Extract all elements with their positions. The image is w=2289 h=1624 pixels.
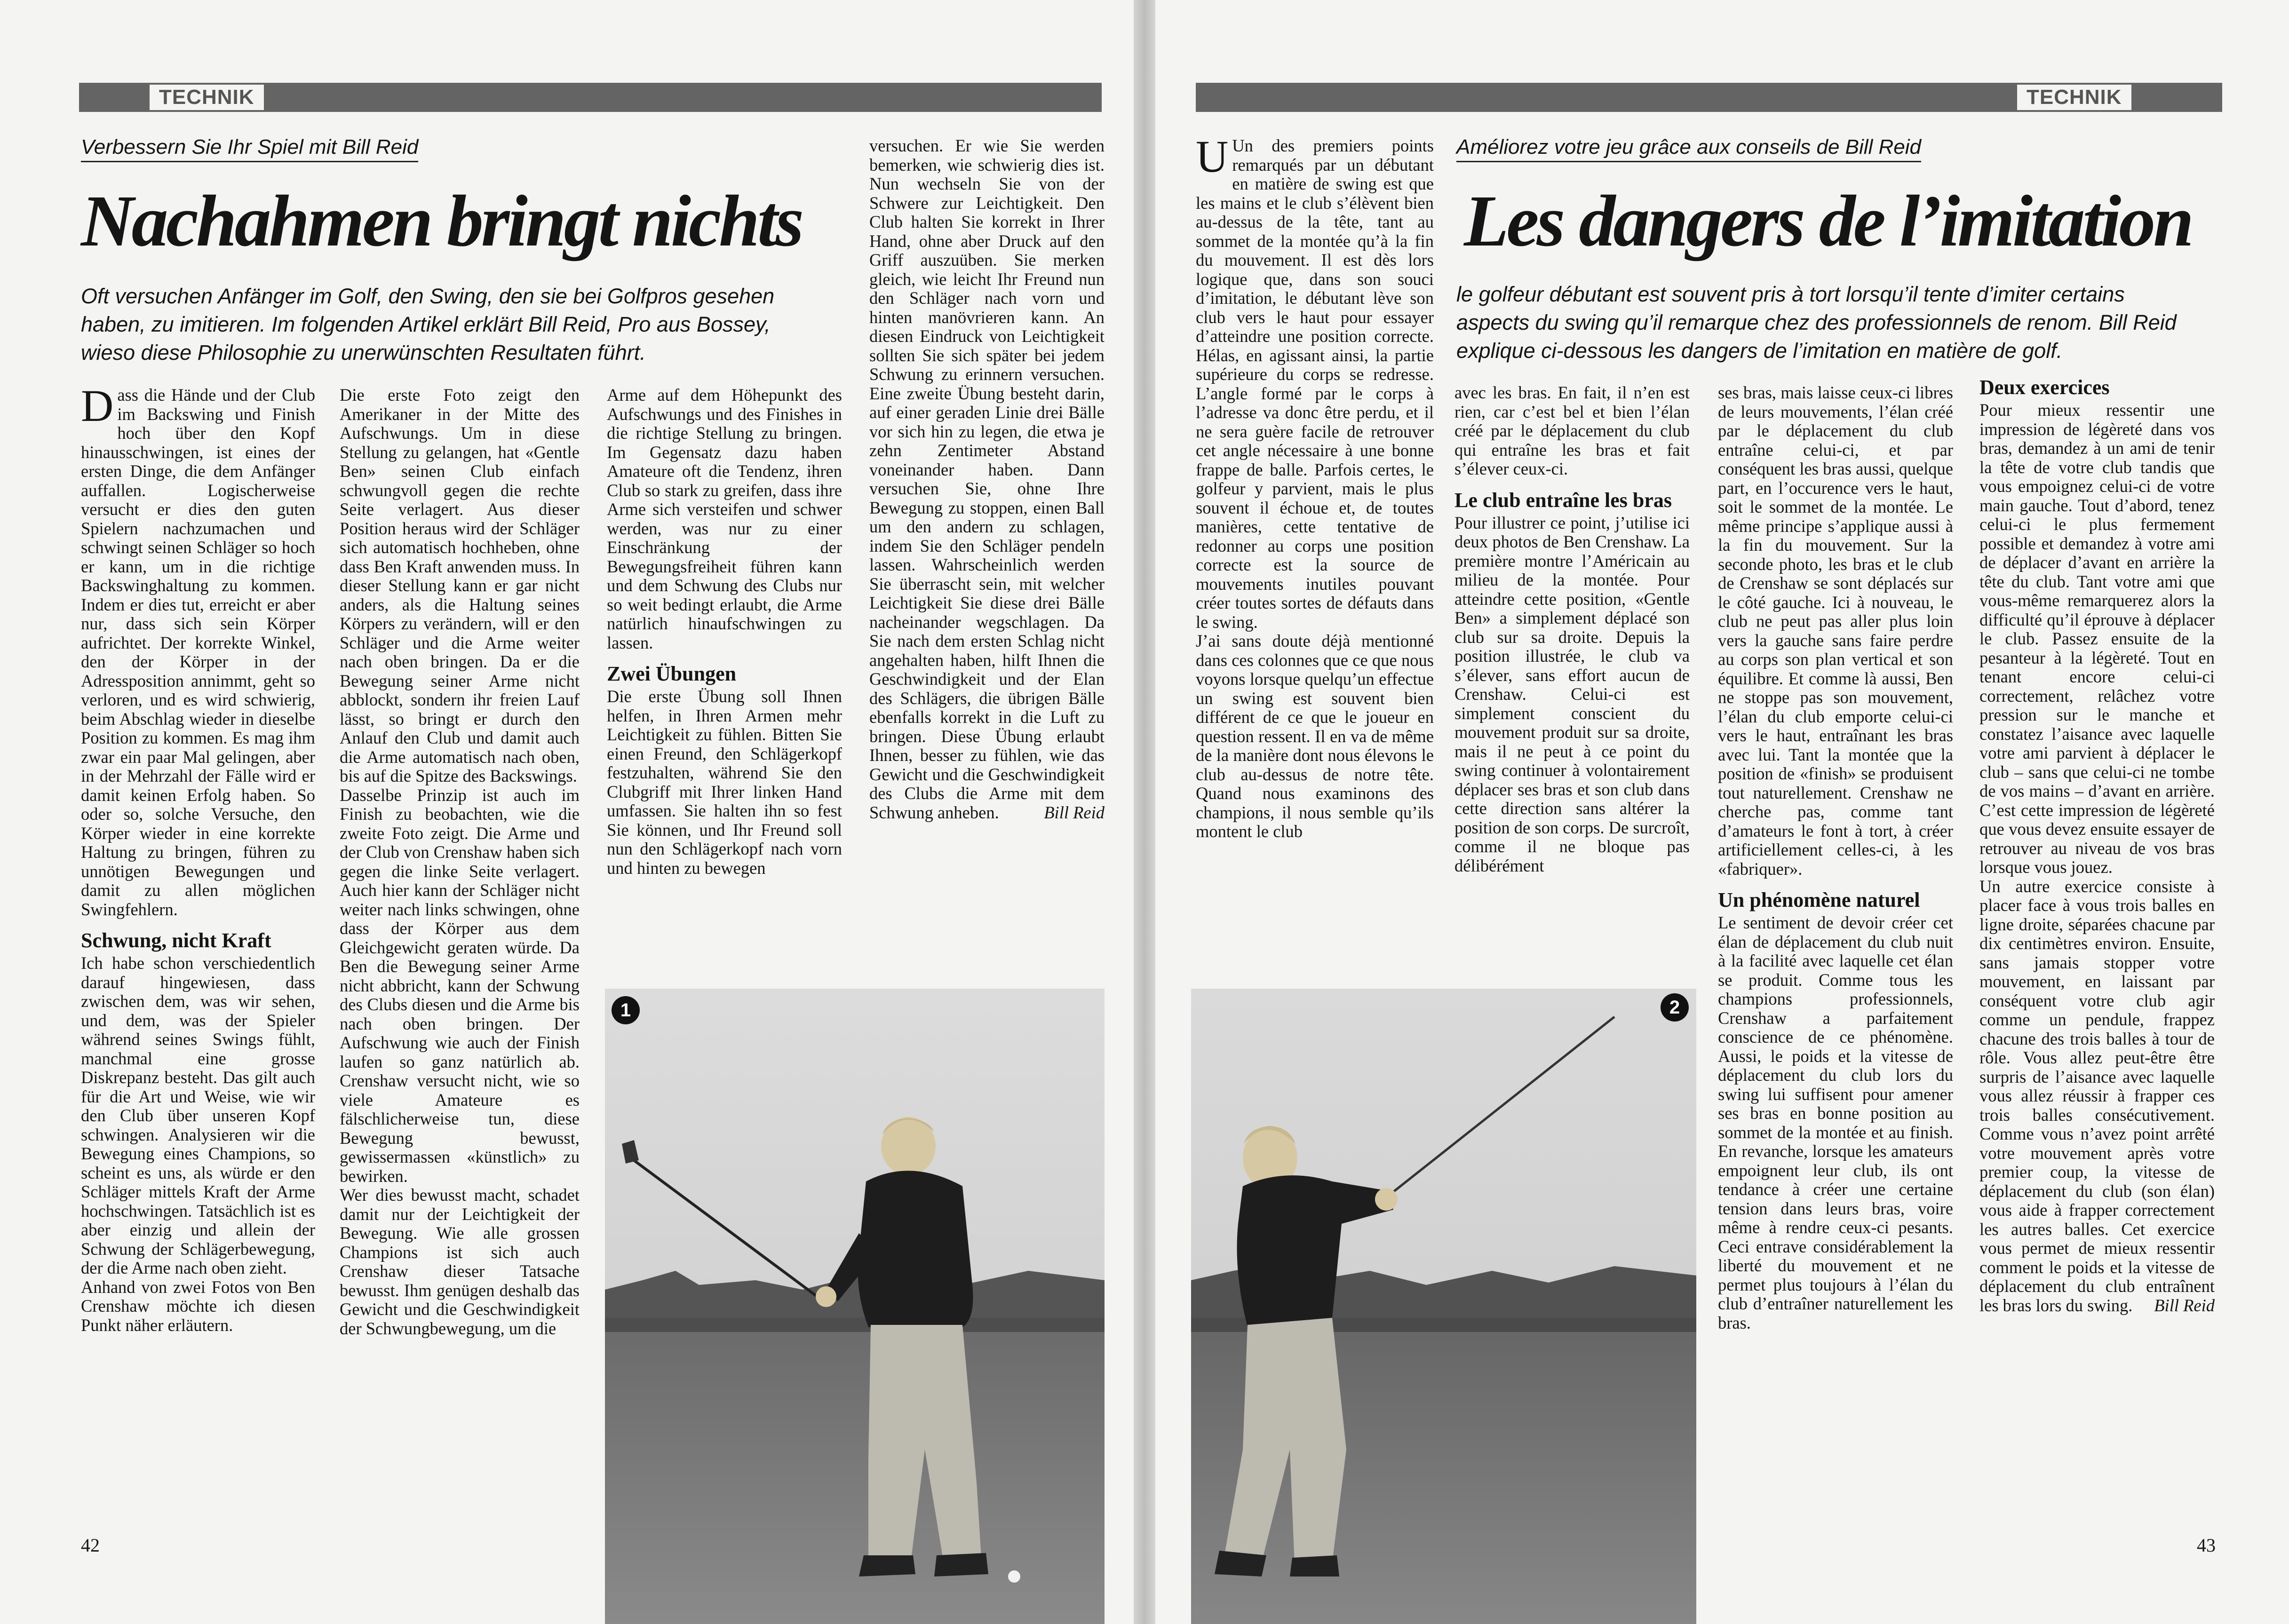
column-3 [607, 386, 842, 878]
kicker: Améliorez votre jeu grâce aux conseils de Bill Reid [1456, 135, 1921, 162]
drop-cap: U [1196, 131, 1229, 182]
section-label: TECHNIK [2017, 85, 2131, 110]
golfer-photo-finish [1191, 989, 1696, 1624]
column-3 [1718, 383, 1953, 1332]
subheading: Zwei Übungen [607, 662, 737, 685]
body-paragraph: Pour mieux ressentir une impression de légèreté dans vos bras, demandez à un ami de tenir la tête de votre club tandis que vous empoignez celui-ci de votre main gauche. Tout d’abord, tenez celui-ci le plus fermement possible et demandez à votre ami de déplacer d’avant en arrière la tête du club. Tant votre ami que vous-même remarquerez alors la difficulté qu’il éprouve à déplacer le club. Passez ensuite de la pesanteur à la légèreté. Tout en tenant encore celui-ci correctement, relâchez votre pression sur le manche et constatez l’aisance avec laquelle votre ami parvient à déplacer le club – sans que celui-ci ne tombe de vos mains – d’avant en arrière. C’est cette impression de légèreté que vous devez ensuite essayer de retrouver au niveau de vos bras lorsque vous jouez. [1979, 400, 2215, 877]
spine-gutter [1134, 0, 1155, 1624]
body-paragraph: Anhand von zwei Fotos von Ben Crenshaw möchte ich diesen Punkt näher erläutern. [81, 1277, 315, 1335]
left-page [0, 0, 1134, 1624]
author-signature: Bill Reid [1044, 802, 1105, 822]
section-bar [1196, 83, 2222, 112]
kicker: Verbessern Sie Ihr Spiel mit Bill Reid [81, 135, 418, 162]
body-paragraph: Un autre exercice consiste à placer face à vous trois balles en ligne droite, séparées chacune par dix centimètres environ. Ensuite, sans jamais stopper votre mouvement, en laissant par conséquent votre club agir comme un pendule, frappez chacune des trois balles à tour de rôle. Vous allez peut-être être surpris de l’aisance avec laquelle vous allez réussir à frapper ces trois balles consécutivement. Comme vous n’avez point arrêté votre mouvement après votre premier coup, la vitesse de déplacement du club (son élan) vous aide à frapper correctement les autres balles. Cet exercice vous permet de mieux ressentir comment le poids et la vitesse de déplacement du club entraînent les bras lors du swing. Bill Reid [1979, 876, 2215, 1315]
page-number: 43 [2197, 1535, 2216, 1556]
body-paragraph: Die erste Foto zeigt den Amerikaner in der Mitte des Aufschwungs. Um in diese Stellung zu gelangen, hat «Gentle Ben» seinen Club einfach schwungvoll gegen die rechte Seite verlagert. Aus dieser Position heraus wird der Schläger sich automatisch hochheben, ohne dass Ben Kraft anwenden muss. In dieser Stellung kann er gar nicht anders, als die Haltung seines Körpers zu verändern, will er den Schläger und die Arme weiter nach oben bringen. Da er die Bewegung seiner Arme nicht abblockt, sondern ihr freien Lauf lässt, so bringt er durch den Anlauf den Club und damit auch die Arme automatisch nach oben, bis auf die Spitze des Backswings. [340, 385, 580, 785]
body-paragraph: Dasselbe Prinzip ist auch im Finish zu beobachten, wie die zweite Foto zeigt. Die Arme und der Club von Crenshaw haben sich gegen die linke Seite verlagert. Auch hier kann der Schläger nicht weiter nach links schwingen, ohne dass der Körper aus dem Gleichgewicht geraten würde. Da Ben die Bewegung seiner Arme nicht abbricht, kann der Schwung des Clubs diesen und die Arme bis nach oben bringen. Der Aufschwung wie auch der Finish laufen so ganz natürlich ab. Crenshaw versucht nicht, wie so viele Amateure es fälschlicherweise tun, diese Bewegung bewusst, gewissermassen «künstlich» zu bewirken. [340, 785, 580, 1186]
photo-number-badge: 1 [612, 996, 640, 1024]
section-label: TECHNIK [150, 85, 264, 110]
body-paragraph: avec les bras. En fait, il n’en est rien, car c’est bel et bien l’élan créé par le déplacement du club qui entraîne les bras et fait s’élever ceux-ci. [1454, 383, 1690, 478]
column-2 [340, 386, 580, 1338]
golfer-photo-backswing [605, 989, 1105, 1624]
section-bar [79, 83, 1102, 112]
column-4 [869, 136, 1105, 822]
subheading: Schwung, nicht Kraft [81, 929, 271, 952]
column-1 [1196, 131, 1434, 841]
body-paragraph: Ich habe schon verschiedentlich darauf hingewiesen, dass zwischen dem, was wir sehen, und dem, was der Spieler während seines Swings fühlt, manchmal eine grosse Diskrepanz besteht. Das gilt auch für die Art und Weise, wie wir den Club über unseren Kopf schwingen. Analysieren wir die Bewegung eines Champions, so scheint es uns, als würde er den Schläger mittels Kraft der Arme hochschwingen. Tatsächlich ist es aber einzig und allein der Schwung der Schlägerbewegung, der die Arme nach oben zieht. [81, 953, 315, 1277]
headline: Nachahmen bringt nichts [81, 180, 802, 261]
body-paragraph: versuchen. Er wie Sie werden bemerken, wie schwierig dies ist. Nun wechseln Sie von der Schwere zur Leichtigkeit. Den Club halten Sie korrekt in Ihrer Hand, ohne aber Druck auf den Griff auszuüben. Sie merken gleich, wie leicht Ihr Freund nun den Schläger nach vorn und hinten manövrieren kann. An diesen Eindruck von Leichtigkeit sollten Sie sich später bei jedem Schwung zu erinnern versuchen. Eine zweite Übung besteht darin, auf einer geraden Linie drei Bälle vor sich hin zu legen, die etwa je zehn Zentimeter Abstand voneinander haben. Dann versuchen Sie, ohne Ihre Bewegung zu stoppen, einen Ball um den andern zu schlagen, indem Sie den Schläger pendeln lassen. Wahrscheinlich werden Sie überrascht sein, mit welcher Leichtigkeit Sie diese drei Bälle nacheinander wegschlagen. Da Sie nach dem ersten Schlag nicht angehalten haben, hilft Ihnen die Geschwindigkeit und der Elan des Schlägers, die übrigen Bälle ebenfalls korrekt in die Luft zu bringen. Diese Übung erlaubt Ihnen, besser zu fühlen, wie das Gewicht und die Geschwindigkeit des Clubs die Arme mit dem Schwung anheben. Bill Reid [869, 136, 1105, 822]
lead-paragraph: Oft versuchen Anfänger im Golf, den Swing, den sie bei Golfpros gesehen haben, zu imitieren. Im folgenden Artikel erklärt Bill Reid, Pro aus Bossey, wieso diese Philosophie zu unerwünschten Resultaten führt. [81, 284, 775, 364]
subheading: Deux exercices [1979, 376, 2110, 399]
body-paragraph: J’ai sans doute déjà mentionné dans ces colonnes que ce que nous voyons lorsque quelqu’un effectue un swing est souvent bien différent de ce que le joueur en question ressent. Il en va de même de la manière dont nous élevons le club au-dessus de notre tête. Quand nous examinons des champions, il nous semble qu’ils montent le club [1196, 631, 1434, 841]
body-paragraph: Le sentiment de devoir créer cet élan de déplacement du club nuit à la facilité avec laquelle cet élan se produit. Comme tous les champions professionnels, Crenshaw a parfaitement conscience de ce phénomène. Aussi, le poids et la vitesse de déplacement du club lors du swing lui suffisent pour amener ses bras en bonne position au sommet de la montée et au finish. En revanche, lorsque les amateurs empoignent leur club, ils ont tendance à créer une certaine tension dans leurs bras, voire même à rendre ceux-ci pesants. Ceci entrave considérablement la liberté du mouvement et ne permet plus toujours à l’élan du club d’entraîner naturellement les bras. [1718, 913, 1953, 1332]
headline: Les dangers de l’imitation [1464, 180, 2192, 261]
body-paragraph: Wer dies bewusst macht, schadet damit nur der Leichtigkeit der Bewegung. Wie alle grossen Champions ist sich auch Crenshaw dieser Tatsache bewusst. Ihm genügen deshalb das Gewicht und die Geschwindigkeit der Schwungbewegung, um die [340, 1185, 580, 1338]
body-paragraph: Die erste Übung soll Ihnen helfen, in Ihren Armen mehr Leichtigkeit zu fühlen. Bitten Sie einen Freund, den Schlägerkopf festzuhalten, während Sie den Clubgriff mit Ihrer linken Hand umfassen. Sie halten ihn so fest Sie können, und Ihr Freund soll nun den Schlägerkopf nach vorn und hinten zu bewegen [607, 687, 842, 878]
right-page [1155, 0, 2289, 1624]
column-2 [1454, 383, 1690, 875]
body-paragraph: Arme auf dem Höhepunkt des Aufschwungs und des Finishes in die richtige Stellung zu bringen. Im Gegensatz dazu haben Amateure oft die Tendenz, ihren Club so stark zu greifen, dass ihre Arme sich versteifen und schwer werden, was nur zu einer Einschränkung der Bewegungsfreiheit führen kann und dem Schwung des Clubs nur so weit bedingt erlaubt, die Arme natürlich hinaufschwingen zu lassen. [607, 385, 842, 652]
subheading: Un phénomène naturel [1718, 888, 1920, 911]
drop-cap: D [81, 380, 114, 431]
subheading: Le club entraîne les bras [1454, 488, 1672, 512]
body-paragraph: U Un des premiers points remarqués par un débutant en matière de swing est que les mains et le club s’élèvent bien au-dessus de la tête, tant au sommet de la montée qu’à la fin du mouvement. Il est dès lors logique que, dans son souci d’imitation, le débutant lève son club vers le haut pour essayer d’atteindre une position correcte. Hélas, en agissant ainsi, la partie supérieure du corps se redresse. L’angle formé par le corps à l’adresse va donc être perdu, et il ne sera guère facile de retrouver cet angle nécessaire à une bonne frappe de balle. Parfois certes, le golfeur y parvient, mais le plus souvent il échoue et, de toutes manières, cette tentative de redonner au corps une position correcte est la source de mouvements inutiles pouvant créer toutes sortes de défauts dans le swing. [1196, 131, 1434, 632]
body-paragraph: ses bras, mais laisse ceux-ci libres de leurs mouvements, l’élan créé par le déplacement du club entraîne celui-ci, et par conséquent les bras aussi, quelque part, en l’occurence vers le haut, soit le sommet de la montée. Le même principe s’applique aussi à la fin du mouvement. Sur la seconde photo, les bras et le club de Crenshaw se sont déplacés sur le côté gauche. Ici à nouveau, le club ne peut pas aller plus loin vers la gauche sans faire perdre au corps son plan vertical et son équilibre. Et comme là aussi, Ben ne stoppe pas son mouvement, l’élan du club emporte celui-ci vers le haut, entraînant les bras avec lui. Tant la montée que la position de «finish» se produisent tout naturellement. Crenshaw ne cherche pas, comme tant d’amateurs le font à tort, à créer artificiellement celles-ci, à les «fabriquer». [1718, 383, 1953, 879]
page-number: 42 [81, 1535, 100, 1556]
body-paragraph: Pour illustrer ce point, j’utilise ici deux photos de Ben Crenshaw. La première montre l’Américain au milieu de la montée. Pour atteindre cette position, «Gentle Ben» a simplement déplacé son club sur sa droite. Depuis la position illustrée, le club va s’élever, sans effort aucun de Crenshaw. Celui-ci est simplement conscient du mouvement produit sur sa droite, mais il ne peut à ce point du swing continuer à volontairement déplacer ses bras et son club dans cette direction sans altérer la position de son corps. De surcroît, comme il ne bloque pas délibérément [1454, 513, 1690, 875]
author-signature: Bill Reid [2154, 1295, 2215, 1315]
photo-number-badge: 2 [1661, 993, 1689, 1022]
lead-paragraph: le golfeur débutant est souvent pris à tort lorsqu’il tente d’imiter certains aspects du swing qu’il remarque chez des professionnels de renom. Bill Reid explique ci-dessous les dangers de l’imitation en matière de golf. [1456, 282, 2177, 363]
body-paragraph: Dass die Hände und der Club im Backswing und Finish hoch über den Kopf hinausschwingen, ist eines der ersten Dinge, die dem Anfänger auffallen. Logischerweise versucht er dies den guten Spielern nachzumachen und schwingt seinen Schläger so hoch er kann, um in die richtige Backswinghaltung zu kommen. Indem er dies tut, erreicht er aber nur, dass sich sein Körper aufrichtet. Der korrekte Winkel, den der Körper in der Adressposition annimmt, geht so verloren, und es wird schwierig, beim Abschlag wieder in dieselbe Position zu kommen. Es mag ihm zwar ein paar Mal gelingen, aber in der Mehrzahl der Fälle wird er damit keinen Erfolg haben. So oder so, solche Versuche, den Körper wieder in eine korrekte Haltung zu bringen, führen zu unnötigen Bewegungen und damit zu allen möglichen Swingfehlern. [81, 380, 315, 919]
column-4 [1979, 376, 2215, 1315]
column-1 [81, 380, 315, 1335]
